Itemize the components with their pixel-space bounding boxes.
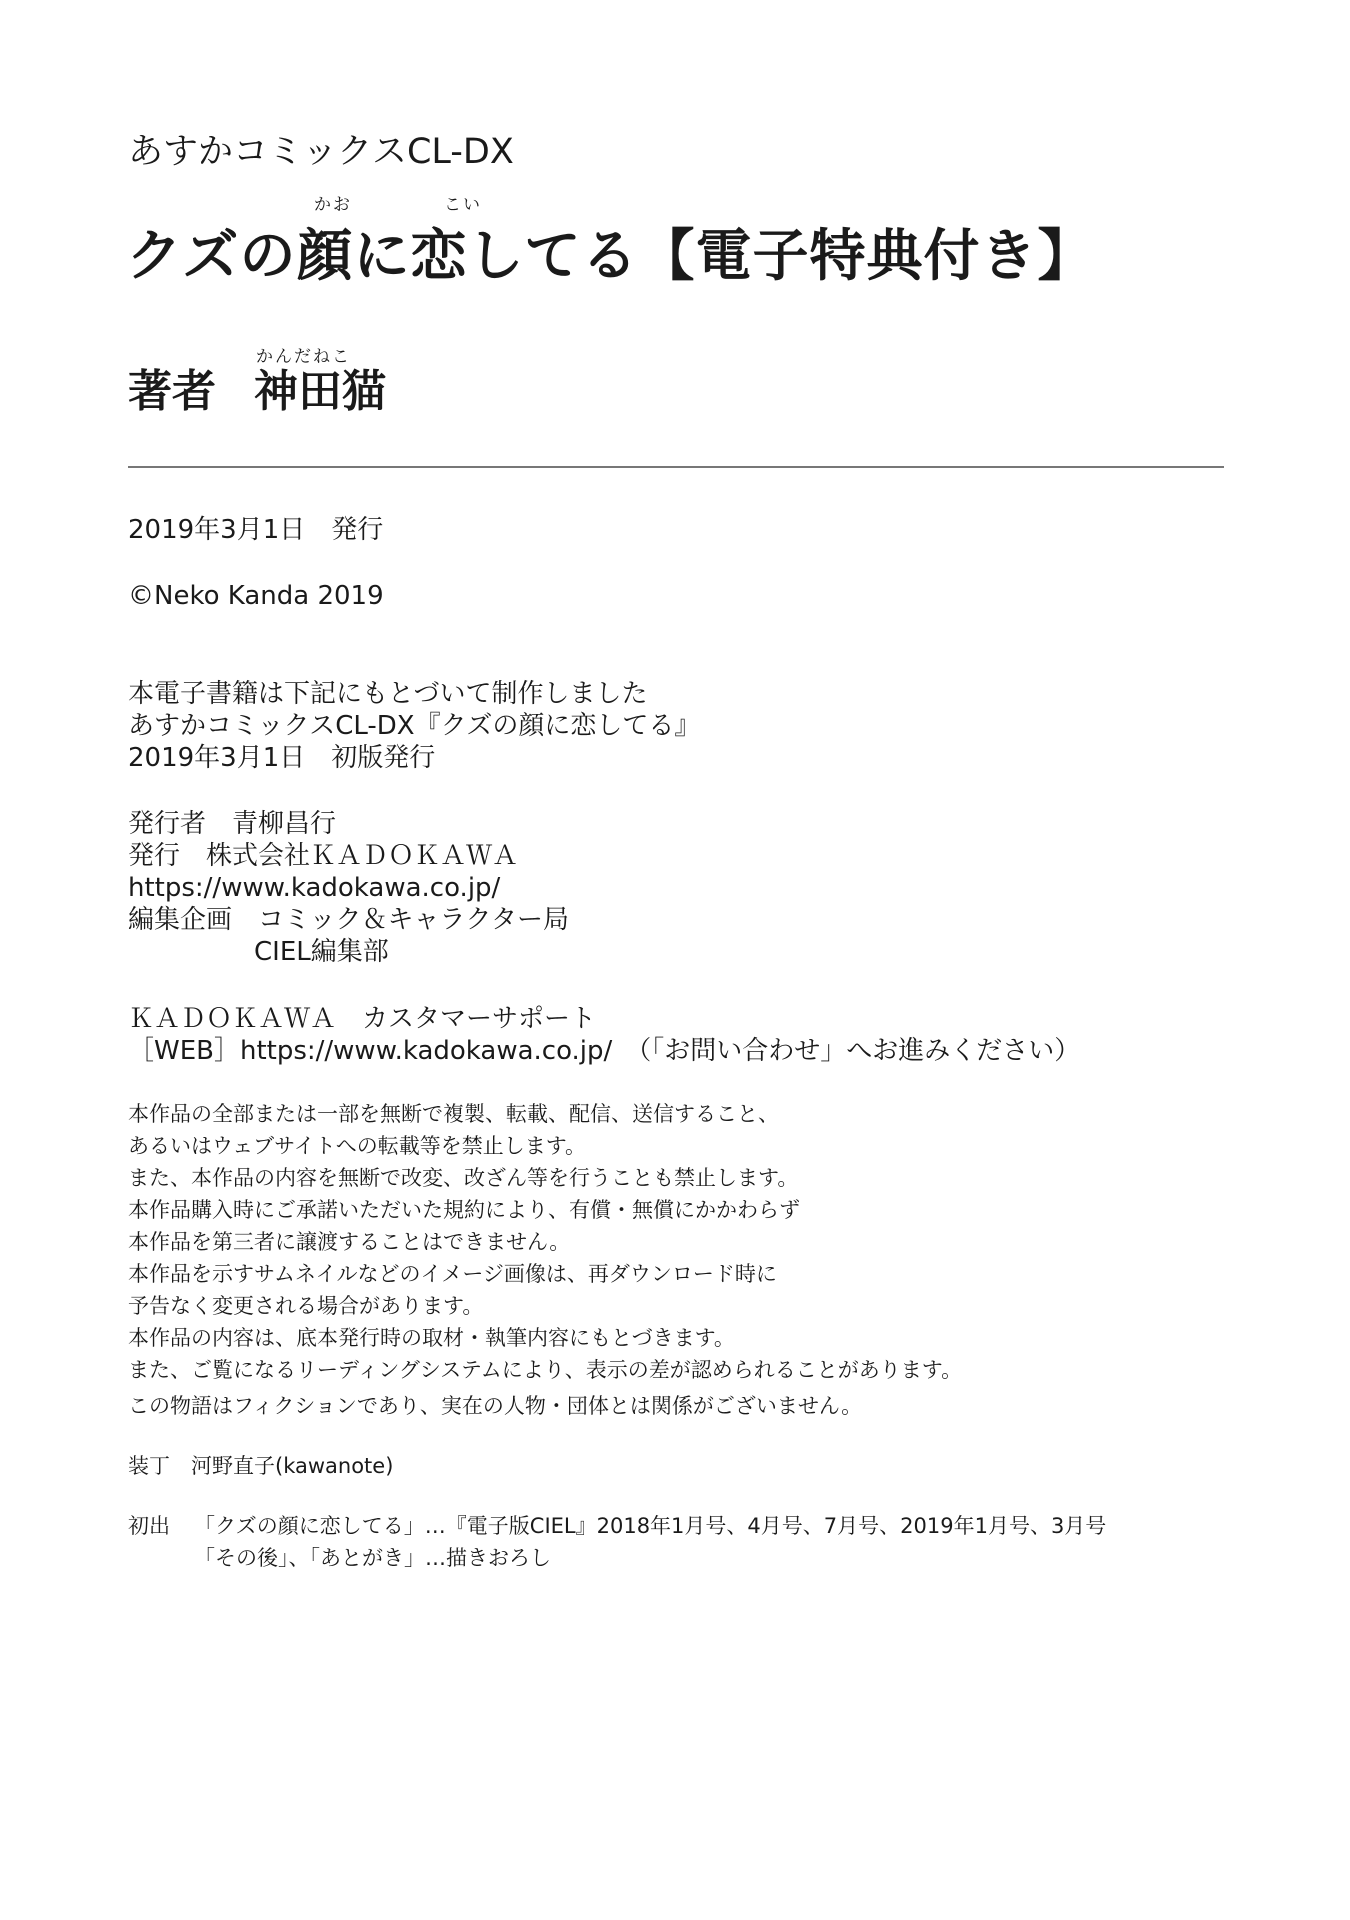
publisher-block xyxy=(128,808,569,968)
notice-line: また、本作品の内容を無断で改変、改ざん等を行うことも禁止します。 xyxy=(128,1166,799,1190)
notice-line: 本作品購入時にご承諾いただいた規約により、有償・無償にかかわらず xyxy=(128,1198,800,1222)
support-block xyxy=(128,1003,1080,1067)
publisher-url: https://www.kadokawa.co.jp/ xyxy=(128,873,501,903)
first-appearance-label: 初出 xyxy=(128,1514,170,1538)
author-ruby: かんだねこ xyxy=(256,347,351,367)
ruby-koi: こい xyxy=(444,195,482,215)
design-credit: 装丁 河野直子(kawanote) xyxy=(128,1454,394,1478)
author-row xyxy=(128,347,386,419)
publisher-line: 発行 株式会社ＫＡＤＯＫＡＷＡ xyxy=(128,841,519,871)
source-line-3: 2019年3月1日 初版発行 xyxy=(128,743,436,773)
editorial-dept: CIEL編集部 xyxy=(254,937,389,967)
notice-line: あるいはウェブサイトへの転載等を禁止します。 xyxy=(128,1134,587,1158)
issue-date: 2019年3月1日 発行 xyxy=(128,515,384,545)
editorial-line: 編集企画 コミック＆キャラクター局 xyxy=(128,905,569,935)
source-line-2: あすかコミックスCL-DX『クズの顔に恋してる』 xyxy=(128,711,701,741)
notice-block xyxy=(128,1098,962,1386)
copyright: ©Neko Kanda 2019 xyxy=(128,581,384,611)
author-name-wrap xyxy=(254,347,386,417)
source-line-1: 本電子書籍は下記にもとづいて制作しました xyxy=(128,679,648,709)
divider-line xyxy=(128,466,1224,468)
notice-line: 本作品の内容は、底本発行時の取材・執筆内容にもとづきます。 xyxy=(128,1326,735,1350)
notice-line: 予告なく変更される場合があります。 xyxy=(128,1294,484,1318)
author-label: 著者 xyxy=(128,366,216,417)
notice-line: また、ご覧になるリーディングシステムにより、表示の差が認められることがあります。 xyxy=(128,1358,963,1382)
first-appearance-block xyxy=(128,1510,1106,1574)
support-line-1: ＫＡＤＯＫＡＷＡ カスタマーサポート xyxy=(128,1004,597,1034)
author-name: 神田猫 xyxy=(254,366,386,417)
fiction-notice: この物語はフィクションであり、実在の人物・団体とは関係がございません。 xyxy=(128,1394,863,1418)
ruby-kao: かお xyxy=(314,195,352,215)
issuer-line: 発行者 青柳昌行 xyxy=(128,809,337,839)
support-line-2: ［WEB］https://www.kadokawa.co.jp/ （「お問い合わせ」へお進みください） xyxy=(128,1036,1081,1066)
notice-line: 本作品を示すサムネイルなどのイメージ画像は、再ダウンロード時に xyxy=(128,1262,777,1286)
book-title xyxy=(126,195,1095,292)
notice-line: 本作品の全部または一部を無断で複製、転載、配信、送信すること、 xyxy=(128,1102,779,1126)
series-name: あすかコミックスCL-DX xyxy=(128,132,514,172)
book-title-text: クズの顔に恋してる【電子特典付き】 xyxy=(126,224,1095,289)
first-appearance-row-1 xyxy=(128,1510,1106,1542)
first-appearance-line-2: 「その後」、「あとがき」…描きおろし xyxy=(194,1546,551,1570)
first-appearance-line-1: 「クズの顔に恋してる」…『電子版CIEL』2018年1月号、4月号、7月号、2019年1月号、3月号 xyxy=(194,1514,1107,1538)
source-block xyxy=(128,678,700,774)
notice-line: 本作品を第三者に譲渡することはできません。 xyxy=(128,1230,571,1254)
